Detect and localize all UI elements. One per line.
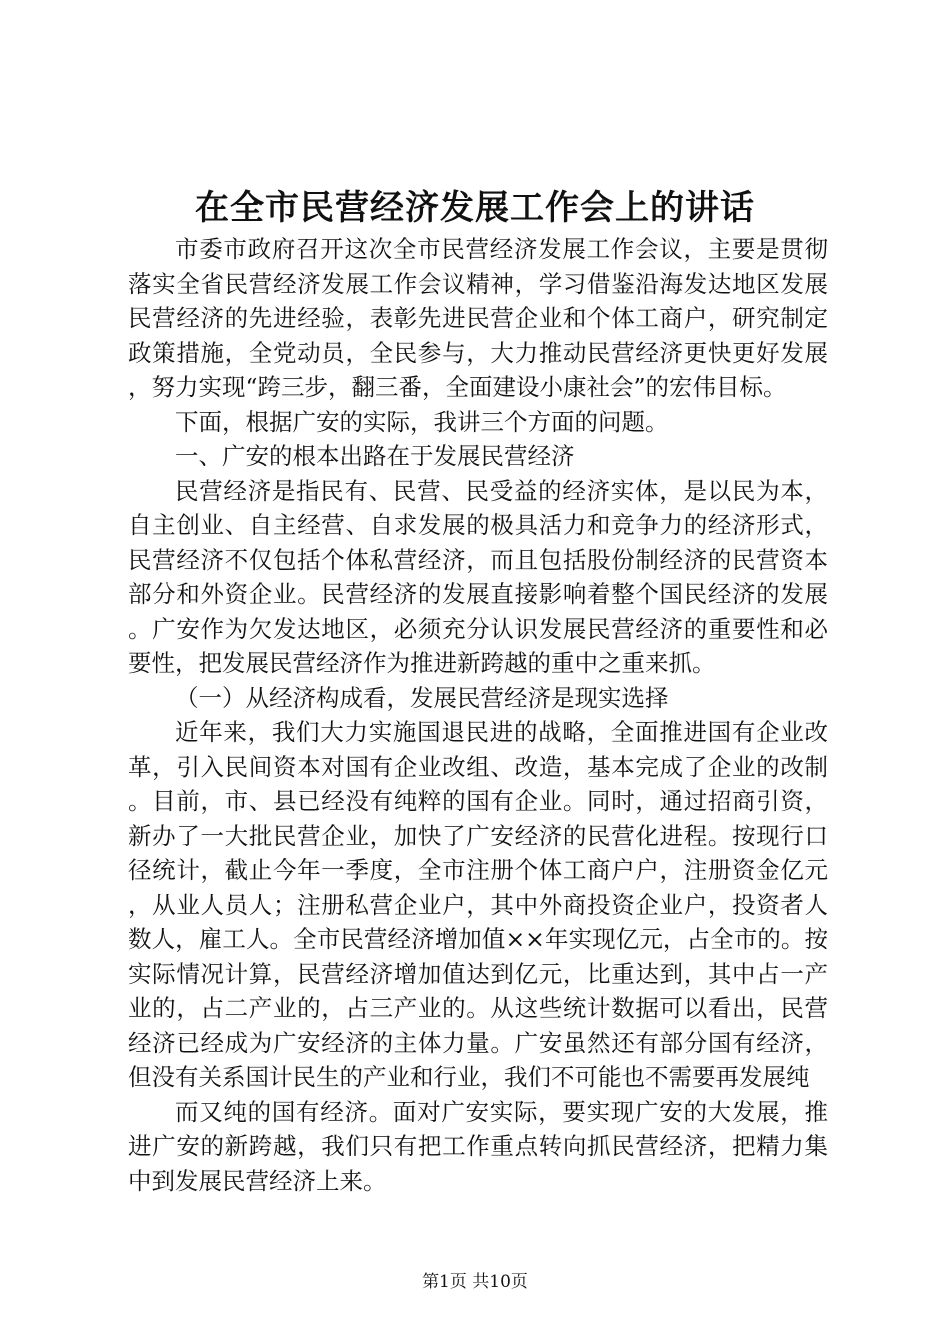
paragraph-definition: 民营经济是指民有、民营、民受益的经济实体，是以民为本，自主创业、自主经营、自求发展的极具活力和竞争力的经济形式，民营经济不仅包括个体私营经济，而且包括股份制经济的民营资本部分和外资企业。民营经济的发展直接影响着整个国民经济的发展。广安作为欠发达地区，必须充分认识发展民营经济的重要性和必要性，把发展民营经济作为推进新跨越的重中之重来抓。 xyxy=(128,476,828,677)
paragraph-intro: 市委市政府召开这次全市民营经济发展工作会议，主要是贯彻落实全省民营经济发展工作会议精神，学习借鉴沿海发达地区发展民营经济的先进经验，表彰先进民营企业和个体工商户，研究制定政策措施，全党动员，全民参与，大力推动民营经济更快更好发展，努力实现“跨三步，翻三番，全面建设小康社会”的宏伟目标。 xyxy=(128,235,828,401)
section-heading-1: 一、广安的根本出路在于发展民营经济 xyxy=(175,442,575,470)
page-footer: 第1页 共10页 xyxy=(422,1272,528,1292)
document-title: 在全市民营经济发展工作会上的讲话 xyxy=(195,188,755,228)
subsection-heading-1: （一）从经济构成看，发展民营经济是现实选择 xyxy=(175,683,669,712)
paragraph-outline: 下面，根据广安的实际，我讲三个方面的问题。 xyxy=(175,407,669,436)
paragraph-conclusion: 而又纯的国有经济。面对广安实际，要实现广安的大发展，推进广安的新跨越，我们只有把工作重点转向抓民营经济，把精力集中到发展民营经济上来。 xyxy=(128,1097,828,1195)
document-body xyxy=(128,232,828,1198)
paragraph-statistics: 近年来，我们大力实施国退民进的战略，全面推进国有企业改革，引入民间资本对国有企业改组、改造，基本完成了企业的改制。目前，市、县已经没有纯粹的国有企业。同时，通过招商引资，新办了一大批民营企业，加快了广安经济的民营化进程。按现行口径统计，截止今年一季度，全市注册个体工商户户，注册资金亿元，从业人员人；注册私营企业户，其中外商投资企业户，投资者人数人，雇工人。全市民营经济增加值××年实现亿元，占全市的。按实际情况计算，民营经济增加值达到亿元，比重达到，其中占一产业的，占二产业的，占三产业的。从这些统计数据可以看出，民营经济已经成为广安经济的主体力量。广安虽然还有部分国有经济，但没有关系国计民生的产业和行业，我们不可能也不需要再发展纯 xyxy=(128,718,828,1091)
